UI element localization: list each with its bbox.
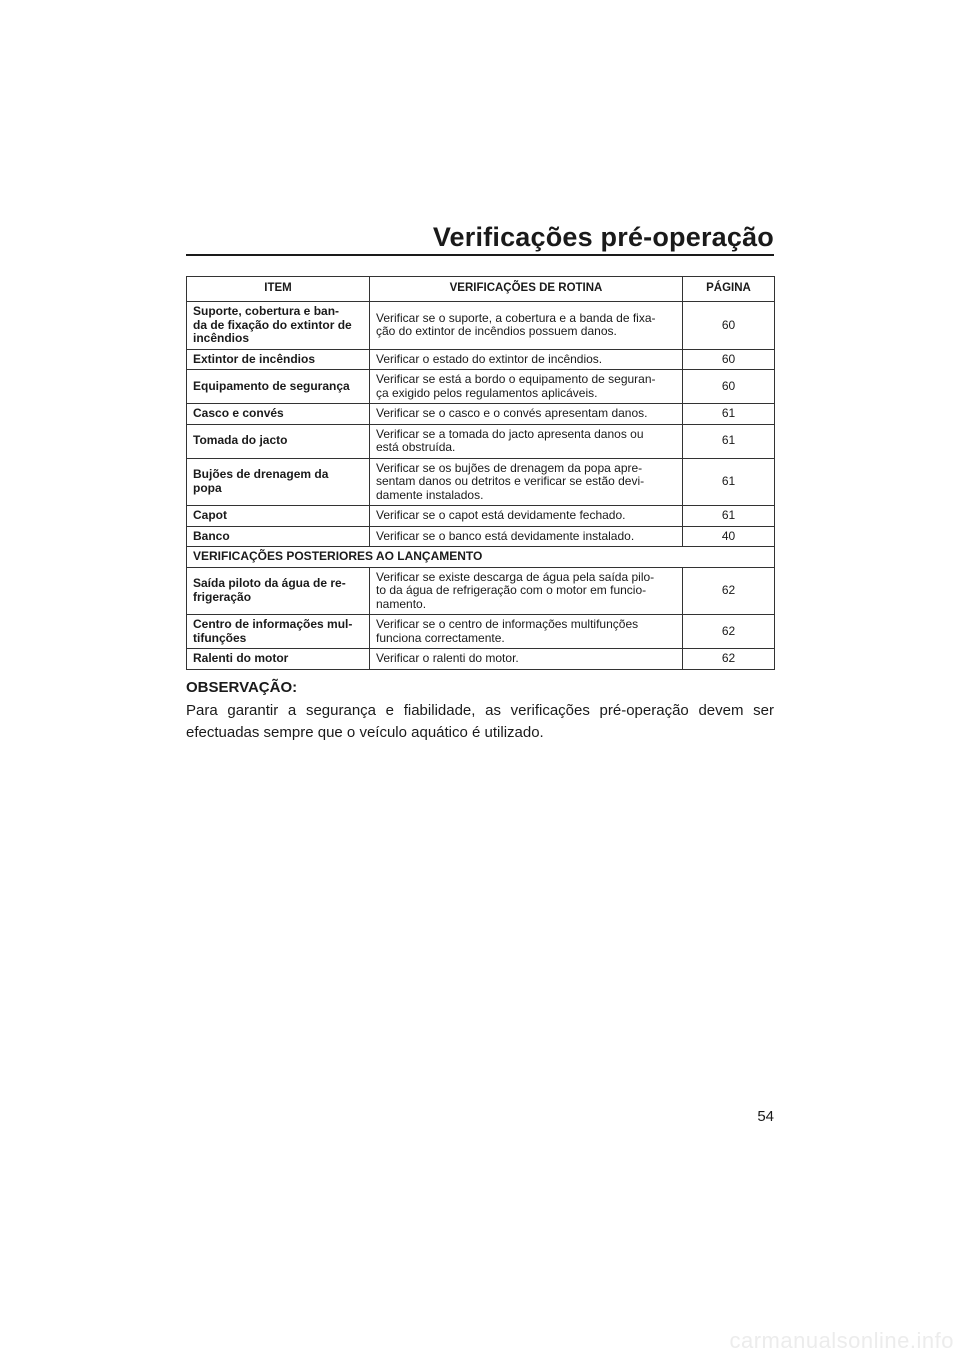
check-cell: Verificar o ralenti do motor.	[370, 649, 683, 670]
item-cell: Suporte, cobertura e ban- da de fixação do extintor de incêndios	[187, 302, 370, 350]
table-row	[187, 404, 775, 425]
table-row	[187, 567, 775, 615]
section-row	[187, 547, 775, 568]
table-row	[187, 349, 775, 370]
table-row	[187, 370, 775, 404]
item-cell: Centro de informações mul- tifunções	[187, 615, 370, 649]
page-cell: 62	[683, 567, 775, 615]
item-cell: Equipamento de segurança	[187, 370, 370, 404]
page-cell: 61	[683, 506, 775, 527]
item-cell: Capot	[187, 506, 370, 527]
column-header-page: PÁGINA	[683, 277, 775, 302]
pre-operation-checks-table	[186, 276, 775, 670]
check-cell: Verificar se os bujões de drenagem da popa apre- sentam danos ou detritos e verificar se estão devi- damente instalados.	[370, 458, 683, 506]
item-cell: Ralenti do motor	[187, 649, 370, 670]
table-body-before-launch	[187, 302, 775, 547]
table-header-row	[187, 277, 775, 302]
column-header-item: ITEM	[187, 277, 370, 302]
item-cell: Casco e convés	[187, 404, 370, 425]
note-body: Para garantir a segurança e fiabilidade, as verificações pré-operação devem ser efectuadas sempre que o veículo aquático é utilizado.	[186, 702, 774, 741]
check-cell: Verificar se existe descarga de água pela saída pilo- to da água de refrigeração com o motor em funcio- namento.	[370, 567, 683, 615]
footer-watermark: carmanualsonline.info	[729, 1328, 954, 1353]
table-row	[187, 649, 775, 670]
page-cell: 40	[683, 526, 775, 547]
page-cell: 60	[683, 302, 775, 350]
table-row	[187, 424, 775, 458]
table-body-after-launch	[187, 567, 775, 669]
check-cell: Verificar se está a bordo o equipamento de seguran- ça exigido pelos regulamentos aplicáveis.	[370, 370, 683, 404]
note-heading: OBSERVAÇÃO:	[186, 679, 298, 696]
page-number: 54	[757, 1108, 774, 1125]
table-row	[187, 458, 775, 506]
table-row	[187, 302, 775, 350]
item-cell: Banco	[187, 526, 370, 547]
page-title: Verificações pré-operação	[432, 222, 774, 252]
check-cell: Verificar o estado do extintor de incêndios.	[370, 349, 683, 370]
column-header-checks: VERIFICAÇÕES DE ROTINA	[370, 277, 683, 302]
check-cell: Verificar se o capot está devidamente fechado.	[370, 506, 683, 527]
page-cell: 61	[683, 458, 775, 506]
section-label: VERIFICAÇÕES POSTERIORES AO LANÇAMENTO	[187, 547, 775, 568]
check-cell: Verificar se o casco e o convés apresentam danos.	[370, 404, 683, 425]
item-cell: Saída piloto da água de re- frigeração	[187, 567, 370, 615]
title-rule	[186, 254, 774, 256]
check-cell: Verificar se o banco está devidamente instalado.	[370, 526, 683, 547]
page-cell: 61	[683, 404, 775, 425]
check-cell: Verificar se o centro de informações multifunções funciona correctamente.	[370, 615, 683, 649]
table-row	[187, 526, 775, 547]
table-row	[187, 506, 775, 527]
table-row	[187, 615, 775, 649]
item-cell: Tomada do jacto	[187, 424, 370, 458]
check-cell: Verificar se o suporte, a cobertura e a banda de fixa- ção do extintor de incêndios possuem danos.	[370, 302, 683, 350]
check-cell: Verificar se a tomada do jacto apresenta danos ou está obstruída.	[370, 424, 683, 458]
page-cell: 60	[683, 349, 775, 370]
page-cell: 60	[683, 370, 775, 404]
item-cell: Bujões de drenagem da popa	[187, 458, 370, 506]
page-cell: 62	[683, 649, 775, 670]
page-cell: 61	[683, 424, 775, 458]
page-cell: 62	[683, 615, 775, 649]
item-cell: Extintor de incêndios	[187, 349, 370, 370]
